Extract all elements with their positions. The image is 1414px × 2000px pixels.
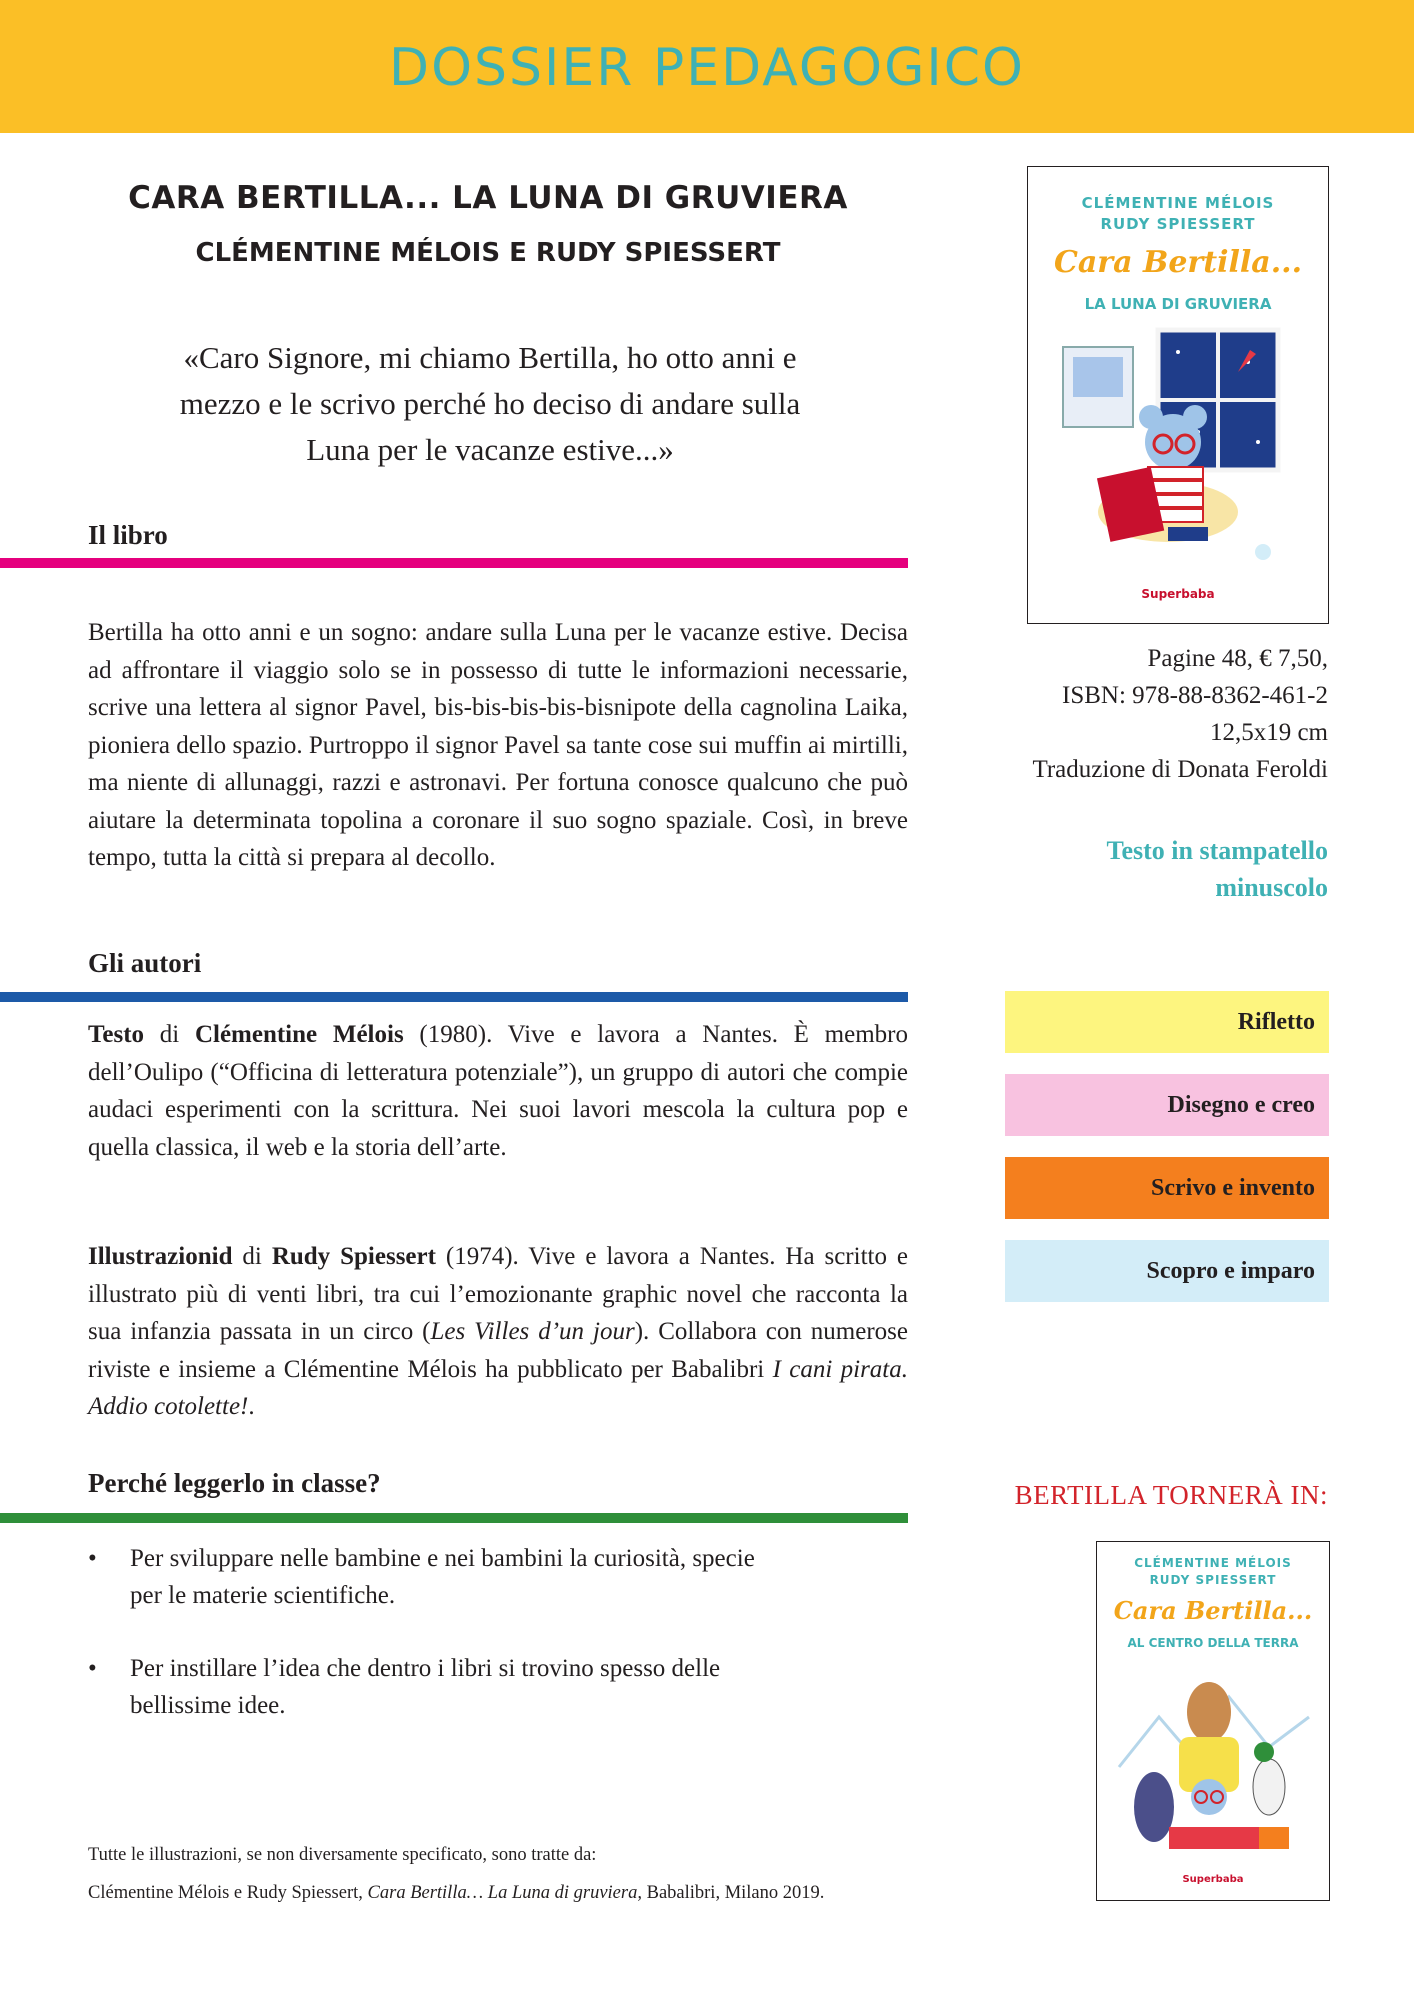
page-title: DOSSIER PEDAGOGICO [389, 37, 1025, 98]
author-text-paragraph [88, 1016, 908, 1166]
bullet-line: Per instillare l’idea che dentro i libri si trovino spesso delle [130, 1655, 721, 1682]
text-author-name: Clémentine Mélois [194, 1021, 404, 1048]
cover-subtitle: AL CENTRO DELLA TERRA [1127, 1636, 1299, 1650]
footnote-line-2: Clémentine Mélois e Rudy Spiessert, Cara Bertilla… La Luna di gruviera, Babalibri, Milano 2019. [88, 1883, 825, 1903]
bullet-text [130, 1650, 890, 1724]
text-di: di [144, 1021, 195, 1048]
format-note: Testo in stampatello minuscolo [1106, 836, 1328, 902]
cover-title-script: Cara Bertilla... [1053, 245, 1303, 280]
tag-rifletto: Rifletto [1005, 991, 1329, 1053]
header-banner [0, 0, 1414, 133]
illus-bio-3: . [248, 1393, 255, 1420]
illus-book-title-2: I cani pirata. Addio cotolette! [88, 1355, 908, 1420]
pages-price: Pagine 48, € 7,50, [1147, 645, 1328, 672]
illus-author-name: Rudy Spiessert [271, 1243, 436, 1270]
illustrator-paragraph [88, 1238, 908, 1426]
illus-bio-2: ). Collabora con numerose riviste e insieme a Clémentine Mélois ha pubblicato per Babalibri [88, 1318, 909, 1383]
footnote [88, 1836, 988, 1912]
cover-subtitle: LA LUNA DI GRUVIERA [1084, 295, 1272, 313]
bullet-icon: • [88, 1655, 97, 1682]
section-heading-perche: Perché leggerlo in classe? [88, 1468, 381, 1498]
bullet-icon: • [88, 1545, 97, 1572]
tag-scrivo-e-invento: Scrivo e invento [1005, 1157, 1329, 1219]
section-divider-perche [0, 1513, 908, 1523]
book-cover-image [1027, 166, 1329, 624]
cover-title-script: Cara Bertilla... [1113, 1596, 1313, 1625]
libro-paragraph: Bertilla ha otto anni e un sogno: andare sulla Luna per le vacanze estive. Decisa ad affrontare il viaggio solo se in possesso di tutte le informazioni necessarie, scrive una lettera al signor Pavel, bis-bis-bis-bis-bisnipote della cagnolina Laika, pioniera dello spazio. Purtroppo il signor Pavel sa tante cose sui muffin ai mirtilli, ma niente di allunaggi, razzi e astronavi. Per fortuna conosce qualcuno che può aiutare la determinata topolina a coronare il suo sogno spaziale. Così, in breve tempo, tutta la città si prepara al decollo. [88, 619, 908, 871]
return-label: BERTILLA TORNERÀ IN: [1014, 1480, 1328, 1510]
illus-di: di [232, 1243, 272, 1270]
illus-book-title-1: Les Villes d’un jour [430, 1318, 635, 1345]
reasons-list [88, 1540, 908, 1740]
book-title: CARA BERTILLA... LA LUNA DI GRUVIERA [128, 180, 848, 216]
section-heading-autori: Gli autori [88, 948, 202, 978]
bullet-line: per le materie scientifiche. [130, 1582, 396, 1609]
section-heading-libro: Il libro [88, 520, 168, 550]
cover-illustration [1109, 1657, 1317, 1862]
bullet-text [130, 1540, 890, 1614]
cover-publisher: Superbaba [1182, 1874, 1244, 1885]
text-author-bio: (1980). Vive e lavora a Nantes. È membro dell’Oulipo (“Officina di letteratura potenziale”), un gruppo di autori che compie audaci esperimenti con la scrittura. Nei suoi lavori mescola la cultura pop e quella classica, il web e la storia dell’arte. [88, 1021, 908, 1161]
bullet-line: Per sviluppare nelle bambine e nei bambini la curiosità, specie [130, 1545, 755, 1572]
cover-author: RUDY SPIESSERT [1149, 1573, 1277, 1587]
quote-line: «Caro Signore, mi chiamo Bertilla, ho otto anni e [183, 340, 797, 375]
section-divider-autori [0, 992, 908, 1002]
cover-author: CLÉMENTINE MÉLOIS [1081, 194, 1275, 212]
illus-label: Illustrazionid [88, 1243, 233, 1270]
book-authors: CLÉMENTINE MÉLOIS E RUDY SPIESSERT [195, 238, 781, 268]
cover-author: RUDY SPIESSERT [1100, 215, 1256, 233]
isbn: ISBN: 978-88-8362-461-2 [1062, 682, 1328, 709]
quote-line: mezzo e le scrivo perché ho deciso di andare sulla [179, 386, 801, 421]
tag-disegno-e-creo: Disegno e creo [1005, 1074, 1329, 1136]
book-size: 12,5x19 cm [1209, 719, 1328, 746]
bullet-line: bellissime idee. [130, 1692, 286, 1719]
text-label: Testo [88, 1021, 145, 1048]
translator: Traduzione di Donata Feroldi [1032, 756, 1328, 783]
tag-scopro-e-imparo: Scopro e imparo [1005, 1240, 1329, 1302]
cover-publisher: Superbaba [1141, 587, 1215, 601]
book-info [908, 640, 1328, 788]
quote-line: Luna per le vacanze estive...» [306, 432, 674, 467]
sequel-cover-image [1096, 1541, 1330, 1901]
book-quote [100, 335, 880, 473]
section-divider-libro [0, 558, 908, 568]
footnote-line-1: Tutte le illustrazioni, se non diversamente specificato, sono tratte da: [88, 1845, 597, 1865]
cover-illustration [1048, 322, 1308, 577]
illus-bio-1: (1974). Vive e lavora a Nantes. Ha scritto e illustrato più di venti libri, tra cui l’emozionante graphic novel che racconta la sua infanzia passata in un circo ( [88, 1243, 909, 1345]
cover-author: CLÉMENTINE MÉLOIS [1134, 1556, 1292, 1570]
